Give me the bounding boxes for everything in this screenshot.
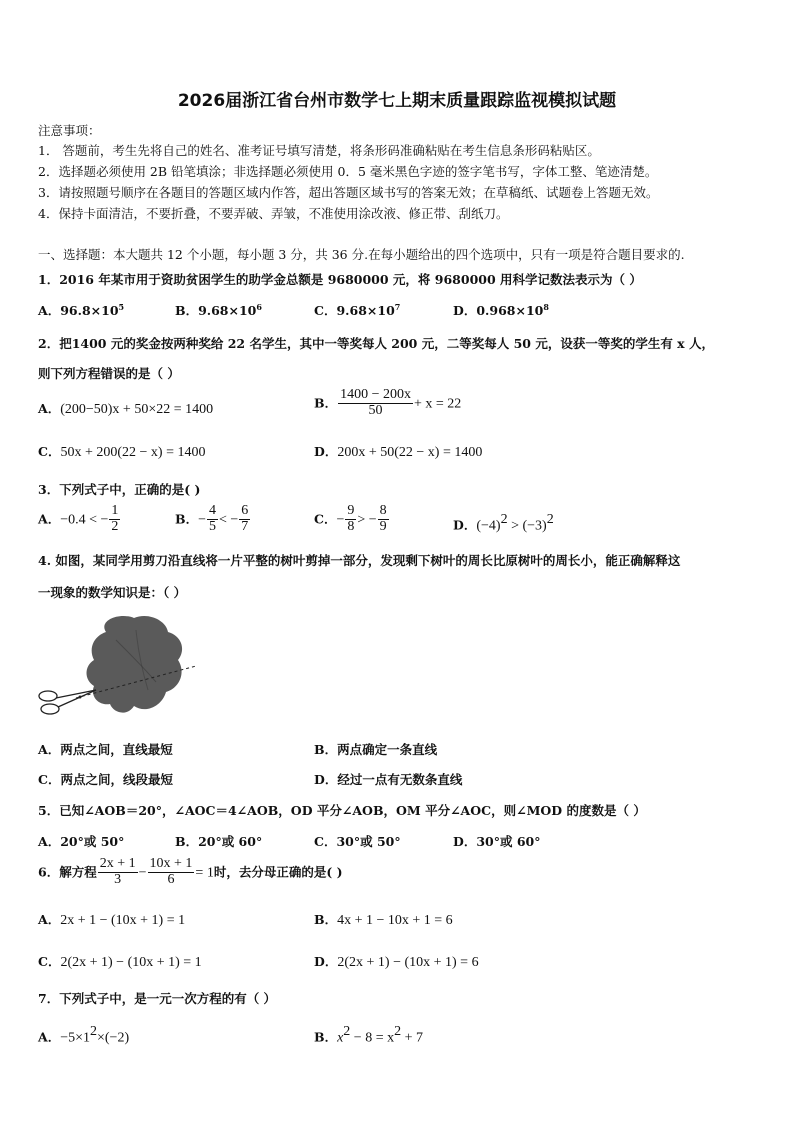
q4-option-d: D．经过一点有无数条直线 <box>314 772 463 787</box>
page-title: 2026届浙江省台州市数学七上期末质量跟踪监视模拟试题 <box>177 91 617 111</box>
question-6-stem: 6．解方程 $\frac{2x + 1}{3}$ − $\frac{10x + 1}{6}$ = 1时，去分母正确的是( ) <box>38 856 343 887</box>
q4-option-a: A．两点之间，直线最短 <box>38 742 173 757</box>
q5-option-c: C．30°或 50° <box>314 834 401 849</box>
q2-option-a: A．(200−50)x + 50×22 = 1400 <box>38 401 214 417</box>
q6-option-a: A．2x + 1 − (10x + 1) = 1 <box>38 912 186 928</box>
q1-option-d: D．$0.968\times 10^8$ <box>453 301 549 318</box>
q2-option-d: D．200x + 50(22 − x) = 1400 <box>314 444 483 460</box>
q2-option-b: B． $\frac{1400 - 200x}{50}$ + x = 22 <box>314 387 462 418</box>
question-4-stem-line2: 一现象的数学知识是：（ ） <box>38 585 187 600</box>
notice-heading: 注意事项： <box>38 123 101 138</box>
q2-option-c: C．50x + 200(22 − x) = 1400 <box>38 444 206 460</box>
q3-option-b: B．− $\frac{4}{5}$ < − $\frac{6}{7}$ <box>175 503 249 534</box>
q5-option-d: D．30°或 60° <box>453 834 541 849</box>
question-5-stem: 5．已知∠AOB＝20°，∠AOC＝4∠AOB，OD 平分∠AOB，OM 平分∠AOC，则∠MOD 的度数是（ ） <box>38 803 646 818</box>
question-2-stem-line1: 2．把1400 元的奖金按两种奖给 22 名学生，其中一等奖每人 200 元，二等奖每人 50 元，设获一等奖的学生有 x 人， <box>38 336 714 351</box>
q1-option-c: C．$9.68\times 10^7$ <box>314 301 401 318</box>
q5-option-a: A．20°或 50° <box>38 834 125 849</box>
leaf-scissors-figure <box>36 610 201 728</box>
question-1-stem: 1．2016 年某市用于资助贫困学生的助学金总额是 9680000 元，将 9680000 用科学记数法表示为（ ） <box>38 272 642 287</box>
notice-item-4: 4．保持卡面清洁，不要折叠，不要弄破、弄皱，不准使用涂改液、修正带、刮纸刀。 <box>38 206 509 221</box>
q6-option-c: C．2(2x + 1) − (10x + 1) = 1 <box>38 954 202 970</box>
q3-option-a: A．−0.4 < − $\frac{1}{2}$ <box>38 503 119 534</box>
q4-option-c: C．两点之间，线段最短 <box>38 772 173 787</box>
q7-option-a: A．$-5\times 1^2\times(-2)$ <box>38 1024 130 1046</box>
q3-option-d: D．$(-4)^2 > (-3)^2$ <box>453 512 554 534</box>
q4-option-b: B．两点确定一条直线 <box>314 742 438 757</box>
q1-option-a: A．$96.8\times 10^5$ <box>38 301 125 318</box>
notice-item-3: 3．请按照题号顺序在各题目的答题区域内作答，超出答题区域书写的答案无效；在草稿纸、试题卷上答题无效。 <box>38 185 659 200</box>
notice-item-1: 1． 答题前，考生先将自己的姓名、准考证号填写清楚，将条形码准确粘贴在考生信息条形码粘贴区。 <box>38 143 600 158</box>
q7-option-b: B．$x^2 - 8 = x^2 + 7$ <box>314 1024 423 1046</box>
q5-option-b: B．20°或 60° <box>175 834 263 849</box>
q6-option-d: D．2(2x + 1) − (10x + 1) = 6 <box>314 954 479 970</box>
question-2-stem-line2: 则下列方程错误的是（ ） <box>38 366 180 381</box>
q6-option-b: B．4x + 1 − 10x + 1 = 6 <box>314 912 453 928</box>
leaf-shape <box>87 616 183 713</box>
q3-option-c: C．− $\frac{9}{8}$ > − $\frac{8}{9}$ <box>314 503 387 534</box>
q1-option-b: B．$9.68\times 10^6$ <box>175 301 262 318</box>
question-4-stem-line1: 4. 如图，某同学用剪刀沿直线将一片平整的树叶剪掉一部分，发现剩下树叶的周长比原树叶的周长小，能正确解释这 <box>38 553 681 568</box>
section-heading: 一、选择题：本大题共 12 个小题，每小题 3 分，共 36 分.在每小题给出的四个选项中，只有一项是符合题目要求的. <box>38 247 685 262</box>
question-3-stem: 3．下列式子中，正确的是( ) <box>38 482 201 497</box>
question-7-stem: 7．下列式子中，是一元一次方程的有（ ） <box>38 991 277 1006</box>
notice-item-2: 2．选择题必须使用 2B 铅笔填涂；非选择题必须使用 0．5 毫米黑色字迹的签字笔书写，字体工整、笔迹清楚。 <box>38 164 658 179</box>
scissors-icon <box>39 690 96 714</box>
